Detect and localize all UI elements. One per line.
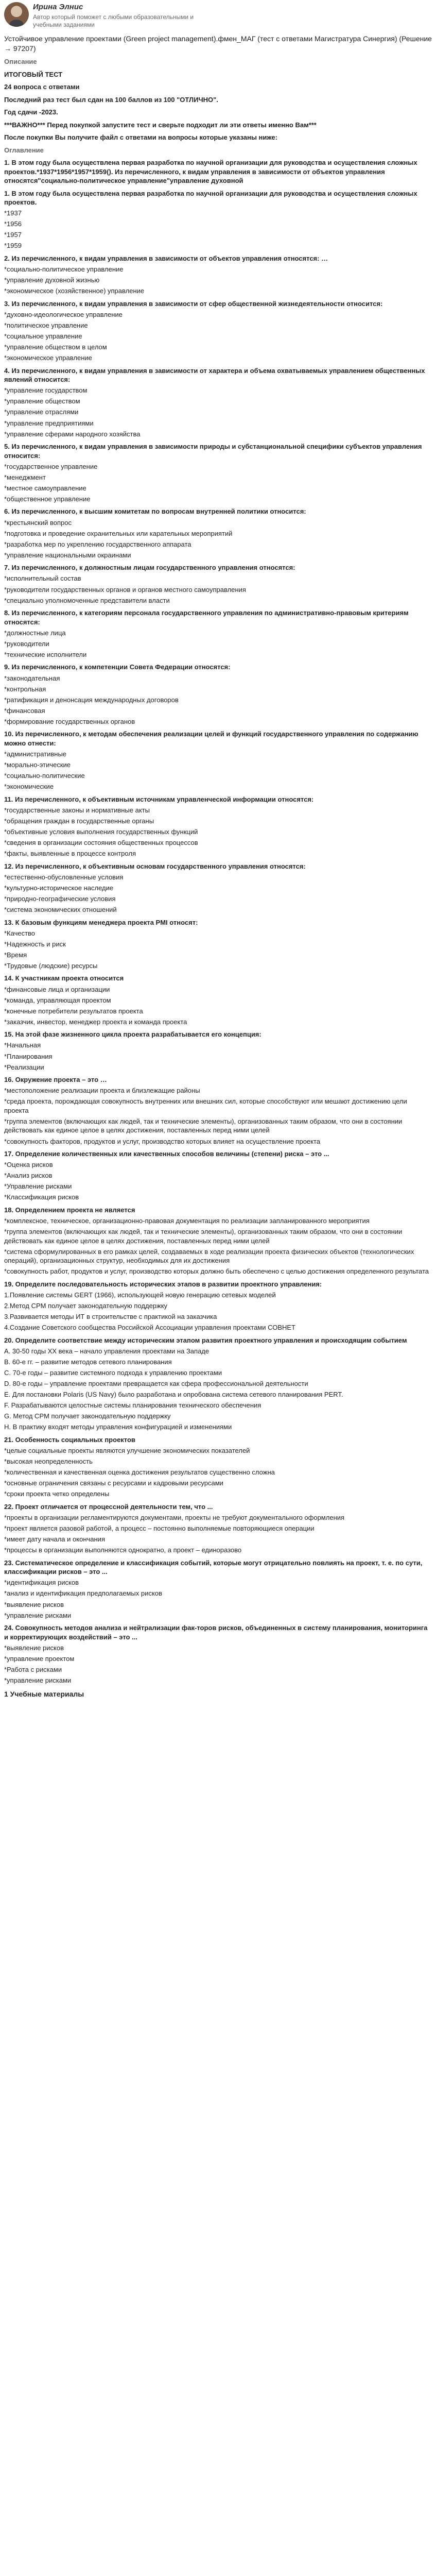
info-line: ***ВАЖНО*** Перед покупкой запустите тест и сверьте подходит ли эти ответы именно Вам*** [4, 121, 317, 129]
question-title: 23. Систематическое определение и классификация событий, которые могут отрицательно повлиять на проект, т. е. по сути, классификации рисков – это ... [4, 1558, 423, 1576]
answer-option: *разработка мер по укреплению государственного аппарата [4, 540, 191, 548]
answer-option: *политическое управление [4, 321, 88, 329]
answer-option: 2.Метод CPM получает законодательную поддержку [4, 1301, 168, 1310]
question-title: 5. Из перечисленного, к видам управления в зависимости природы и субстанциональной специфики субъектов управления относится: [4, 443, 422, 460]
question-title: 20. Определите соответствие между историческим этапом развития проектного управления и происходящим событием [4, 1336, 407, 1344]
question-title: 1. В этом году была осуществлена первая разработка по научной организации для руководства и осуществления сложных проектов. [4, 189, 417, 206]
question-title: 19. Определите последовательность исторических этапов в развитии проектного управления: [4, 1280, 322, 1288]
answer-option: *анализ и идентификация предполагаемых рисков [4, 1589, 162, 1598]
answer-option: *управление рисками [4, 1676, 72, 1684]
author-info [33, 2, 203, 29]
answer-option: *совокупность факторов, продуктов и услуг, производство которых влияет на осуществление проекта [4, 1137, 321, 1145]
answer-option: *Классификация рисков [4, 1193, 79, 1201]
answer-option: *морально-этические [4, 761, 71, 769]
answer-option: *управление обществом в целом [4, 343, 107, 351]
answer-option: *совокупность работ, продуктов и услуг, производство которых должно быть обеспечено с целью достижения определенного результата [4, 1267, 429, 1276]
info-line: Последний раз тест был сдан на 100 баллов из 100 "ОТЛИЧНО". [4, 95, 218, 104]
answer-option: A. 30-50 годы XX века – начало управления проектами на Западе [4, 1347, 210, 1355]
answer-option: *управление предприятиями [4, 419, 94, 427]
question-title: 24. Совокупность методов анализа и нейтрализации фак-торов рисков, объединенных в систему планирования, мониторинга и корректирующих воздействий – это ... [4, 1624, 428, 1641]
answer-option: *1937 [4, 209, 22, 217]
answer-option: *управление отраслями [4, 408, 79, 416]
author-description: Автор который поможет с любыми образовательными и учебными заданиями [33, 13, 194, 28]
info-line: ИТОГОВЫЙ ТЕСТ [4, 70, 63, 78]
answer-option: *социально-политические [4, 772, 85, 780]
question-list [4, 158, 432, 1685]
answer-option: *духовно-идеологическое управление [4, 310, 123, 318]
answer-option: *факты, выявленные в процессе контроля [4, 850, 136, 858]
question-title: 7. Из перечисленного, к должностным лицам государственного управления относятся: [4, 564, 295, 572]
answer-option: *высокая неопределенность [4, 1458, 93, 1466]
author-block [4, 2, 432, 31]
answer-option: *конечные потребители результатов проекта [4, 1007, 143, 1015]
answer-option: *социальное управление [4, 332, 82, 340]
question-title: 3. Из перечисленного, к видам управления в зависимости от сфер общественной жизнедеятельности относится: [4, 299, 383, 308]
answer-option: *имеет дату начала и окончания [4, 1535, 105, 1544]
answer-option: *Работа с рисками [4, 1665, 62, 1673]
answer-option: *1956 [4, 220, 22, 228]
answer-option: *управление духовной жизнью [4, 276, 100, 284]
question-title: 4. Из перечисленного, к видам управления в зависимости от характера и объема охватываемых управлением общественных явлений относится: [4, 366, 425, 384]
question-title: 12. Из перечисленного, к объективным основам государственного управления относятся: [4, 862, 306, 870]
answer-option: C. 70-е годы – развитие системного подхода к управлению проектами [4, 1368, 222, 1377]
document-info [4, 57, 432, 155]
answer-option: *Анализ рисков [4, 1172, 53, 1180]
answer-option: *государственные законы и нормативные акты [4, 806, 150, 814]
answer-option: *1957 [4, 231, 22, 239]
answer-option: 3.Развивается методы ИТ в строительстве с практикой на заказчика [4, 1313, 217, 1321]
answer-option: *проект является разовой работой, а процесс – постоянно выполняемые повторяющиеся операции [4, 1524, 315, 1533]
question-title: 6. Из перечисленного, к высшим комитетам по вопросам внутренней политики относится: [4, 507, 306, 516]
answer-option: *управление проектом [4, 1654, 75, 1663]
answer-option: *заказчик, инвестор, менеджер проекта и команда проекта [4, 1018, 187, 1026]
answer-option: *Начальная [4, 1041, 41, 1049]
answer-option: *обращения граждан в государственные органы [4, 817, 154, 825]
answer-option: *государственное управление [4, 462, 98, 470]
info-line: Год сдачи -2023. [4, 108, 58, 116]
answer-option: *управление обществом [4, 397, 80, 405]
question-title: 8. Из перечисленного, к категориям персонала государственного управления по административно-правовым критериям относятся: [4, 609, 409, 626]
answer-option: *руководители [4, 639, 49, 648]
answer-option: *Реализации [4, 1063, 44, 1071]
answer-option: *крестьянский вопрос [4, 518, 72, 527]
question-title: 22. Проект отличается от процессной деятельности тем, что ... [4, 1502, 213, 1511]
answer-option: E. Для постановки Polaris (US Navy) было разработана и опробована система сетевого планирования PERT. [4, 1391, 343, 1399]
question-title: 13. К базовым функциям менеджера проекта PMI относят: [4, 918, 198, 926]
answer-option: *Управление рисками [4, 1182, 72, 1191]
answer-option: *идентификация рисков [4, 1579, 79, 1587]
info-line: 24 вопроса с ответами [4, 83, 80, 91]
answer-option: *объективные условия выполнения государственных функций [4, 828, 198, 836]
answer-option: *система сформулированных в его рамках целей, создаваемых в ходе реализации проекта физических объектов (технологических операций), организационных структур, необходимых для их достижения [4, 1247, 414, 1265]
question-title: 21. Особенность социальных проектов [4, 1435, 135, 1444]
answer-option: *управление национальными окраинами [4, 551, 131, 559]
answer-option: *система экономических отношений [4, 906, 117, 914]
answer-option: *природно-географические условия [4, 895, 116, 903]
answer-option: *выявление рисков [4, 1643, 64, 1652]
author-name[interactable]: Ирина Элнис [33, 3, 83, 11]
answer-option: *выявление рисков [4, 1600, 64, 1608]
answer-option: *специально уполномоченные представители власти [4, 596, 170, 604]
answer-option: G. Метод CPM получает законодательную поддержку [4, 1412, 171, 1420]
info-line: После покупки Вы получите файл с ответами на вопросы которые указаны ниже: [4, 133, 277, 141]
question-title: 11. Из перечисленного, к объективным источникам управленческой информации относятся: [4, 795, 314, 803]
answer-option: *Качество [4, 929, 36, 937]
author-avatar[interactable] [4, 2, 29, 27]
question-title: 1. В этом году была осуществлена первая разработка по научной организации для руководства и осуществления сложных проектов.*1937*1956*1957*1959(). Из перечисленного, к видам управления в зависимости от объектов управления относятся"социально-политическое управление"управление духовной [4, 159, 417, 184]
answer-option: *административные [4, 750, 67, 758]
answer-option: *финансовые лица и организации [4, 985, 110, 993]
answer-option: *1959 [4, 242, 22, 250]
answer-option: *должностные лица [4, 629, 66, 637]
answer-option: *сведения в организации состояния общественных процессов [4, 839, 198, 847]
footer-heading: 1 Учебные материалы [4, 1690, 84, 1699]
answer-option: *управление рисками [4, 1611, 72, 1619]
answer-option: *технические исполнители [4, 650, 87, 658]
answer-option: F. Разрабатываются целостные системы планирования технического обеспечения [4, 1401, 261, 1410]
answer-option: *ратификация и денонсация международных договоров [4, 696, 179, 704]
answer-option: *контрольная [4, 685, 46, 693]
answer-option: *количественная и качественная оценка достижения результатов существенно сложна [4, 1468, 275, 1477]
answer-option: *команда, управляющая проектом [4, 996, 111, 1004]
answer-option: *экономическое управление [4, 354, 92, 362]
answer-option: *проекты в организации регламентируются документами, проекты не требуют документального оформления [4, 1513, 345, 1521]
answer-option: *управление государством [4, 386, 88, 395]
answer-option: *финансовая [4, 706, 45, 715]
question-title: 16. Окружение проекта – это … [4, 1076, 107, 1084]
answer-option: *процессы в организации выполняются однократно, а проект – единоразово [4, 1546, 242, 1554]
answer-option: 4.Создание Советского сообщества Российской Ассоциации управления проектами СОВНЕТ [4, 1324, 295, 1332]
question-title: 14. К участникам проекта относится [4, 974, 124, 982]
answer-option: *менеджмент [4, 473, 46, 481]
description-label: Описание [4, 58, 37, 65]
answer-option: *группа элементов (включающих как людей, так и технические элементы), организованных таким образом, что они в состоянии действовать как единое целое в целях достижения, поставленных перед ними целей [4, 1228, 403, 1245]
answer-option: *экономическое (хозяйственное) управление [4, 287, 145, 295]
question-title: 10. Из перечисленного, к методам обеспечения реализации целей и функций государственного управления по содержанию можно отнести: [4, 730, 418, 747]
answer-option: *Надежность и риск [4, 940, 66, 948]
answer-option: *естественно-обусловленные условия [4, 873, 124, 881]
question-title: 9. Из перечисленного, к компетенции Совета Федерации относятся: [4, 663, 231, 671]
answer-option: *основные ограничения связаны с ресурсами и кадровыми ресурсами [4, 1479, 223, 1487]
answer-option: *среда проекта, порождающая совокупность внутренних или внешних сил, которые способствуют или мешают достижению цели проекта [4, 1097, 407, 1114]
question-title: 15. На этой фазе жизненного цикла проекта разрабатывается его концепция: [4, 1030, 261, 1039]
answer-option: *группа элементов (включающих как людей, так и технические элементы), организованных таким образом, что они в состоянии действовать как единое целое в целях достижения, поставленных перед ними целей [4, 1117, 403, 1134]
answer-option: 1.Появление системы GERT (1966), использующей новую генерацию сетевых моделей [4, 1291, 276, 1299]
answer-option: D. 80-е годы – управление проектами превращается как сфера профессиональной деятельности [4, 1380, 308, 1387]
answer-option: *руководители государственных органов и органов местного самоуправления [4, 585, 246, 594]
question-title: 2. Из перечисленного, к видам управления в зависимости от объектов управления относятся: … [4, 254, 328, 262]
answer-option: *управление сферами народного хозяйства [4, 430, 141, 438]
answer-option: *Время [4, 951, 27, 959]
answer-option: *исполнительный состав [4, 574, 81, 583]
answer-option: *сроки проекта четко определены [4, 1490, 110, 1498]
answer-option: H. В практику входят методы управления конфигурацией и изменениями [4, 1423, 232, 1431]
answer-option: *комплексное, техническое, организационно-правовая документация по реализации запланированного мероприятия [4, 1216, 370, 1225]
answer-option: *Трудовые (людские) ресурсы [4, 961, 98, 970]
answer-option: *местное самоуправление [4, 484, 86, 492]
answer-option: *экономические [4, 783, 54, 791]
question-title: 18. Определением проекта не является [4, 1206, 135, 1214]
answer-option: *местоположение реализации проекта и близлежащие районы [4, 1087, 200, 1095]
answer-option: *Оценка рисков [4, 1161, 53, 1169]
document-title: Устойчивое управление проектами (Green project management).фмен_МАГ (тест с ответами Магистратура Синергия) (Решение → 97207) [4, 35, 432, 53]
answer-option: *общественное управление [4, 495, 91, 503]
answer-option: *формирование государственных органов [4, 717, 135, 725]
answer-option: *Планирования [4, 1052, 53, 1060]
toc-label: Оглавление [4, 146, 44, 154]
answer-option: *подготовка и проведение охранительных или карательных мероприятий [4, 529, 233, 537]
answer-option: *целые социальные проекты являются улучшение экономических показателей [4, 1446, 250, 1454]
answer-option: *культурно-историческое наследие [4, 884, 114, 892]
answer-option: *социально-политическое управление [4, 265, 124, 273]
answer-option: B. 60-е гг. – развитие методов сетевого планирования [4, 1358, 172, 1366]
question-title: 17. Определение количественных или качественных способов величины (степени) риска – это ... [4, 1150, 329, 1158]
answer-option: *законодательная [4, 674, 60, 682]
